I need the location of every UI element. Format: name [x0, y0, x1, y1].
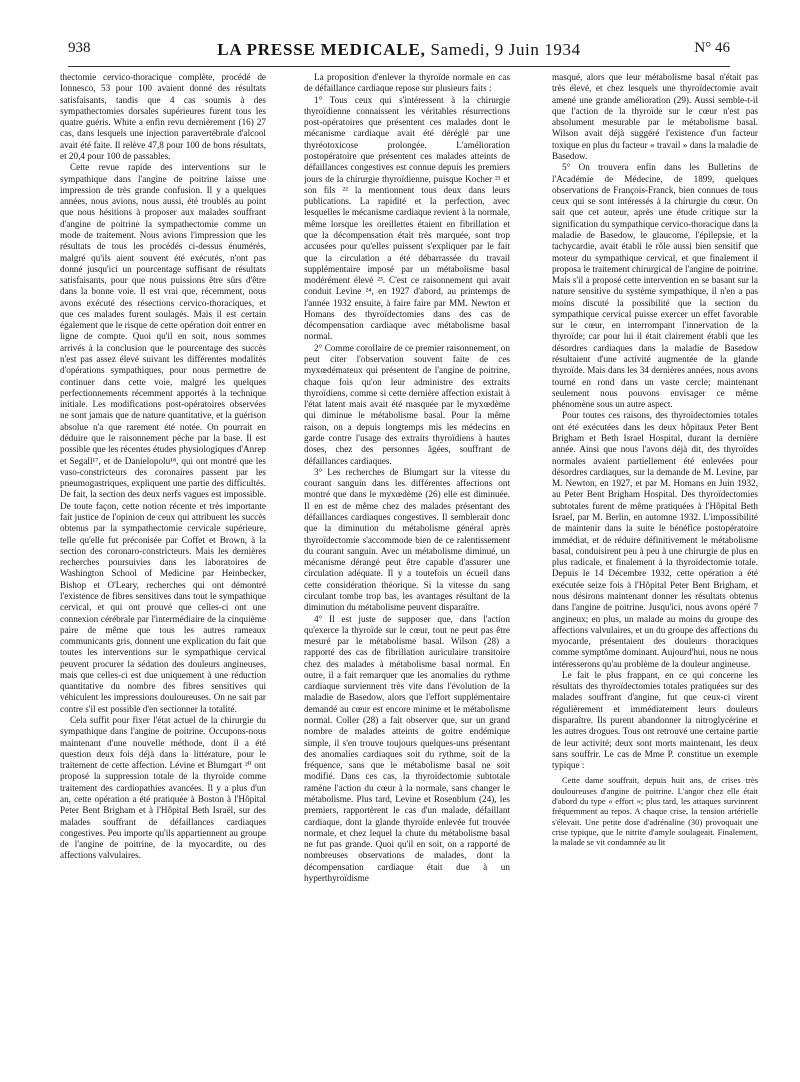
page-header: [68, 40, 730, 64]
case-report-paragraph: Cette dame souffrait, depuis huit ans, de crises très douloureuses d'angine de poitrine. L'angor chez elle était d'abord du type « effort »; plus tard, les attaques survinrent fréquemment au repos. A chaque crise, la tension artérielle s'élevait. Une petite dose d'adrénaline (30) provoquait une crise typique, que le nitrite d'amyle soulageait. Finalement, la malade se vit condamnée au lit: [552, 775, 758, 848]
issue-date: Samedi, 9 Juin 1934: [430, 40, 581, 59]
paragraph: 4° Il est juste de supposer que, dans l'action qu'exerce la thyroïde sur le cœur, tout ne peut pas être mesuré par le métabolisme basal. Wilson (28) a rapporté des cas de fibrillation auriculaire transitoire chez des malades à métabolisme basal normal. En outre, il a fait remarquer que les anomalies du rythme cardiaque surviennent très vite dans l'évolution de la maladie de Basedow, alors que l'effort supplémentaire demandé au cœur est encore minime et le métabolisme normal. Coller (28) a fait observer que, sur un grand nombre de malades atteints de goitre endémique simple, il s'en trouve toujours quelques-uns présentant des anomalies cardiaques soit du rythme, soit de la fréquence, sans que le métabolisme basal ne soit modifié. Dans ces cas, la thyroïdectomie subtotale ramène l'action du cœur à la normale, sans changer le métabolisme. Plus tard, Levine et Rosenblum (24), les premiers, rapportèrent le cas d'un malade, défaillant cardiaque, dont la glande thyroïde enlevée fut trouvée normale, et chez lequel la chute du métabolisme basal ne fut pas grande. Quoi qu'il en soit, on a rapporté de nombreuses observations de malades, dont la décompensation cardiaque était due à un hyperthyroïdisme: [304, 613, 510, 883]
paragraph: thectomie cervico-thoracique complète, procédé de Ionnesco, 53 pour 100 avaient donné des résultats satisfaisants, tandis que 4 cas soumis à des sympathectomies dorsales supérieures furent tous les quatre guéris. White a enfin revu dernièrement (16) 27 cas, dans lesquels une injection paravertébrale d'alcool avait été faite. Il relève 47,8 pour 100 de bons résultats, et 20,4 pour 100 de passables.: [60, 72, 266, 161]
paragraph: 5° On trouvera enfin dans les Bulletins de l'Académie de Médecine, de 1899, quelques observations de François-Franck, bien connues de tous ceux qui se sont intéressés à la chirurgie du cœur. On sait que cet auteur, après une étude critique sur la signification du sympathique cervico-thoracique dans la maladie de Basedow, le glaucome, l'épilepsie, et la tachycardie, avait établi le rôle aussi bien sensitif que moteur du sympathique cervical, et que finalement il proposa le traitement chirurgical de l'angine de poitrine. Mais s'il a proposé cette intervention en se basant sur la nature sensitive du système sympathique, il n'en a pas moins discuté la possibilité que la section du sympathique cervical puisse exercer un effet favorable sur le cœur, en interrompant l'innervation de la thyroïde; car pour lui il était clairement établi que les désordres cardiaques dans la maladie de Basedow résultaient d'une activité augmentée de la glande thyroïde. Mais dans les 34 dernières années, nous avons tourné en rond dans un vaste cercle; maintenant seulement nous pouvons envisager ce même phénomène sous un autre aspect.: [552, 162, 758, 410]
paragraph: masqué, alors que leur métabolisme basal n'était pas très élevé, et chez lesquels une thyroïdectomie avait amené une grande amélioration (29). Aussi semble-t-il que l'action de la thyroïde sur le cœur n'est pas absolument mesurable par le métabolisme basal. Wilson avait déjà suggéré l'existence d'un facteur toxique en plus du facteur « travail » dans la maladie de Basedow.: [552, 72, 758, 161]
column-2: [304, 72, 510, 1072]
paragraph: 1° Tous ceux qui s'intéressent à la chirurgie thyroïdienne connaissent les véritables résurrections post-opératoires que présentent ces malades dont le mécanisme cardiaque avait été déréglé par une thyréotoxicose prolongée. L'amélioration postopératoire que présentent ces malades atteints de défaillances congestives est connue depuis les premiers jours de la chirurgie thyroïdienne, puisque Kocher ²¹ et son fils ²² la mentionnent tous deux dans leurs publications. La rapidité et la perfection, avec lesquelles le mécanisme cardiaque revient à la normale, même lorsque les oreillettes étaient en fibrillation et que la décompensation était très marquée, sont trop accusées pour qu'elles puissent s'expliquer par le fait que la circulation a été débarrassée du travail supplémentaire imposé par un métabolisme basal modérément élevé ²³. C'est ce raisonnement qui avait conduit Levine ²⁴, en 1927 d'abord, au printemps de l'année 1932 ensuite, à faire faire par MM. Newton et Homans des thyroïdectomies dans des cas de décompensation cardiaque avec métabolisme basal normal.: [304, 94, 510, 342]
paragraph: Cette revue rapide des interventions sur le sympathique dans l'angine de poitrine laisse une impression de très grande confusion. Il y a quelques années, nous avions, nous aussi, été troublés au point que nous hésitions à proposer aux malades souffrant d'angine de poitrine la sympathectomie comme un mode de traitement. Nous avions l'impression que les résultats de tous les procédés ci-dessus énumérés, malgré qu'ils aient souvent été exécutés, n'ont pas donné jusqu'ici un pourcentage suffisant de résultats satisfaisants, pour que nous puissions être sûrs d'être dans la bonne voie. Il est vrai que, récemment, nous avons exécuté des résections cervico-thoraciques, et que ces malades furent soulagés. Mais il est certain également que le risque de cette opération doit entrer en ligne de compte. Quoi qu'il en soit, nous sommes arrivés à la conclusion que le pourcentage des succès n'est pas assez élevé suivant les différentes modalités d'opérations sympathiques, pour nous permettre de continuer dans cette voie, malgré les quelques perfectionnements récemment apportés à la technique initiale. Les modifications post-opératoires observées ne sont jamais que de nature quantitative, et la guérison absolue n'a que rarement été notée. On pourrait en déduire que le raisonnement pèche par la base. Il est possible que les récentes études physiologiques d'Anrep et Segall¹⁷, et de Danielopolu¹⁸, qui ont montré que les vaso-constricteurs des coronaires passent par les pneumogastriques, expliquent une partie des difficultés. De fait, la section des deux nerfs vagues est impossible. De toute façon, cette notion récente et très importante fait justice de l'opinion de ceux qui attribuent les succès obtenus par la sympathectomie cervicale supérieure, telle qu'elle fut préconisée par Coffet et Brown, à la section des coronaro-constricteurs. Mais les dernières recherches poursuivies dans les laboratoires de Washington School of Medicine par Heinbecker, Bishop et O'Leary, recherches qui ont démontré l'existence de fibres sensitives dans tout le sympathique cervical, et qui ont prouvé que celles-ci ont une connexion cérébrale par l'intermédiaire de la cinquième paire de même que tous les autres rameaux communicants gris, donnent une explication du fait que toutes les interventions sur le sympathique cervical peuvent procurer la sédation des douleurs angineuses, mais que celles-ci est due uniquement à une réduction quantitative du nombre des fibres sensitives qui véhiculent les impressions douloureuses. On ne sait par contre s'il est possible d'en sectionner la totalité.: [60, 162, 266, 714]
header-rule: [68, 66, 730, 67]
paragraph: 2° Comme corollaire de ce premier raisonnement, on peut citer l'observation souvent faite de ces myxœdémateux qui présentent de l'angine de poitrine, chaque fois qu'on leur administre des extraits thyroïdiens, comme si cette dernière affection existait à l'état latent mais avait été masquée par le myxœdème qui diminue le métabolisme basal. Pour la même raison, on a depuis longtemps mis les médecins en garde contre l'usage des extraits thyroïdiens à hautes doses, chez des personnes âgées, souffrant de défaillances cardiaques.: [304, 342, 510, 466]
paragraph: Le fait le plus frappant, en ce qui concerne les résultats des thyroïdectomies totales pratiquées sur des malades souffrant d'angine, fut que ceux-ci virent régulièrement et immédiatement leurs douleurs disparaître. Ils purent abandonner la nitroglycérine et les autres drogues. Tous ont retrouvé une certaine partie de leur activité; deux sont morts maintenant, les deux sans souffrir. Le cas de Mme P. constitue un exemple typique :: [552, 669, 758, 771]
issue-number: N° 46: [694, 40, 730, 56]
paragraph: Pour toutes ces raisons, des thyroïdectomies totales ont été exécutées dans les deux hôpitaux Peter Bent Brigham et Beth Israel Hospital, durant la dernière année. Ainsi que nous l'avons déjà dit, des thyroïdes normales avaient partiellement été enlevées pour désordres cardiaques, sur la demande de M. Levine, par M. Newton, en 1927, et par M. Homans en Juin 1932, au Peter Bent Brigham Hospital. Des thyroïdectomies subtotales furent de même pratiquées à l'Hôpital Beth Israel, par M. Berlin, en automne 1932. L'impossibilité de maintenir dans la suite le bénéfice postopératoire immédiat, et de réduire définitivement le métabolisme basal, conduisirent peu à peu à une chirurgie de plus en plus radicale, et finalement à la thyroïdectomie totale. Depuis le 14 Décembre 1932, cette opération a été exécutée seize fois à l'Hôpital Peter Bent Brigham, et nous désirons maintenant donner les résultats obtenus dans l'angine de poitrine. Jusqu'ici, nous avons opéré 7 angineux; en plus, un malade au moins du groupe des affections valvulaires, et un du groupe des affections du myocarde, présentaient des douleurs thoraciques comme symptôme dominant. Aujourd'hui, nous ne nous intéresserons qu'au problème de la douleur angineuse.: [552, 410, 758, 669]
journal-name: LA PRESSE MEDICALE,: [217, 40, 426, 59]
paragraph: 3° Les recherches de Blumgart sur la vitesse du courant sanguin dans les différentes affections ont montré que dans le myxœdème (26) elle est diminuée. Il en est de même chez des malades présentant des défaillances cardiaques congestives. Il semblerait donc que la diminution du métabolisme général après thyroïdectomie s'accommode bien de ce ralentissement du courant sanguin. Avec un métabolisme diminué, un mécanisme dérangé peut être capable d'assurer une circulation adéquate. Il y a toutefois un écueil dans cette considération théorique. Si la vitesse du sang circulant tombe trop bas, les avantages résultant de la diminution du métabolisme peuvent disparaître.: [304, 466, 510, 613]
paragraph: Cela suffit pour fixer l'état actuel de la chirurgie du sympathique dans l'angine de poitrine. Occupons-nous maintenant d'une nouvelle méthode, dont il a été question deux fois déjà dans la littérature, pour le traitement de cette affection. Lévine et Blumgart ²⁰ ont proposé la suppression totale de la thyroïde comme traitement des cardiopathies avancées. Il y a plus d'un an, cette opération a été pratiquée à Boston à l'Hôpital Peter Bent Brigham et à l'Hôpital Beth Israël, sur des malades souffrant de défaillances cardiaques congestives. Peu importe qu'ils appartiennent au groupe de l'angine de poitrine, de la myocardite, ou des affections valvulaires.: [60, 715, 266, 861]
page-number: 938: [68, 40, 91, 56]
paragraph: La proposition d'enlever la thyroïde normale en cas de défaillance cardiaque repose sur plusieurs faits :: [304, 72, 510, 94]
column-3: [552, 72, 758, 1072]
running-title: [68, 40, 730, 60]
column-1: [60, 72, 266, 1072]
